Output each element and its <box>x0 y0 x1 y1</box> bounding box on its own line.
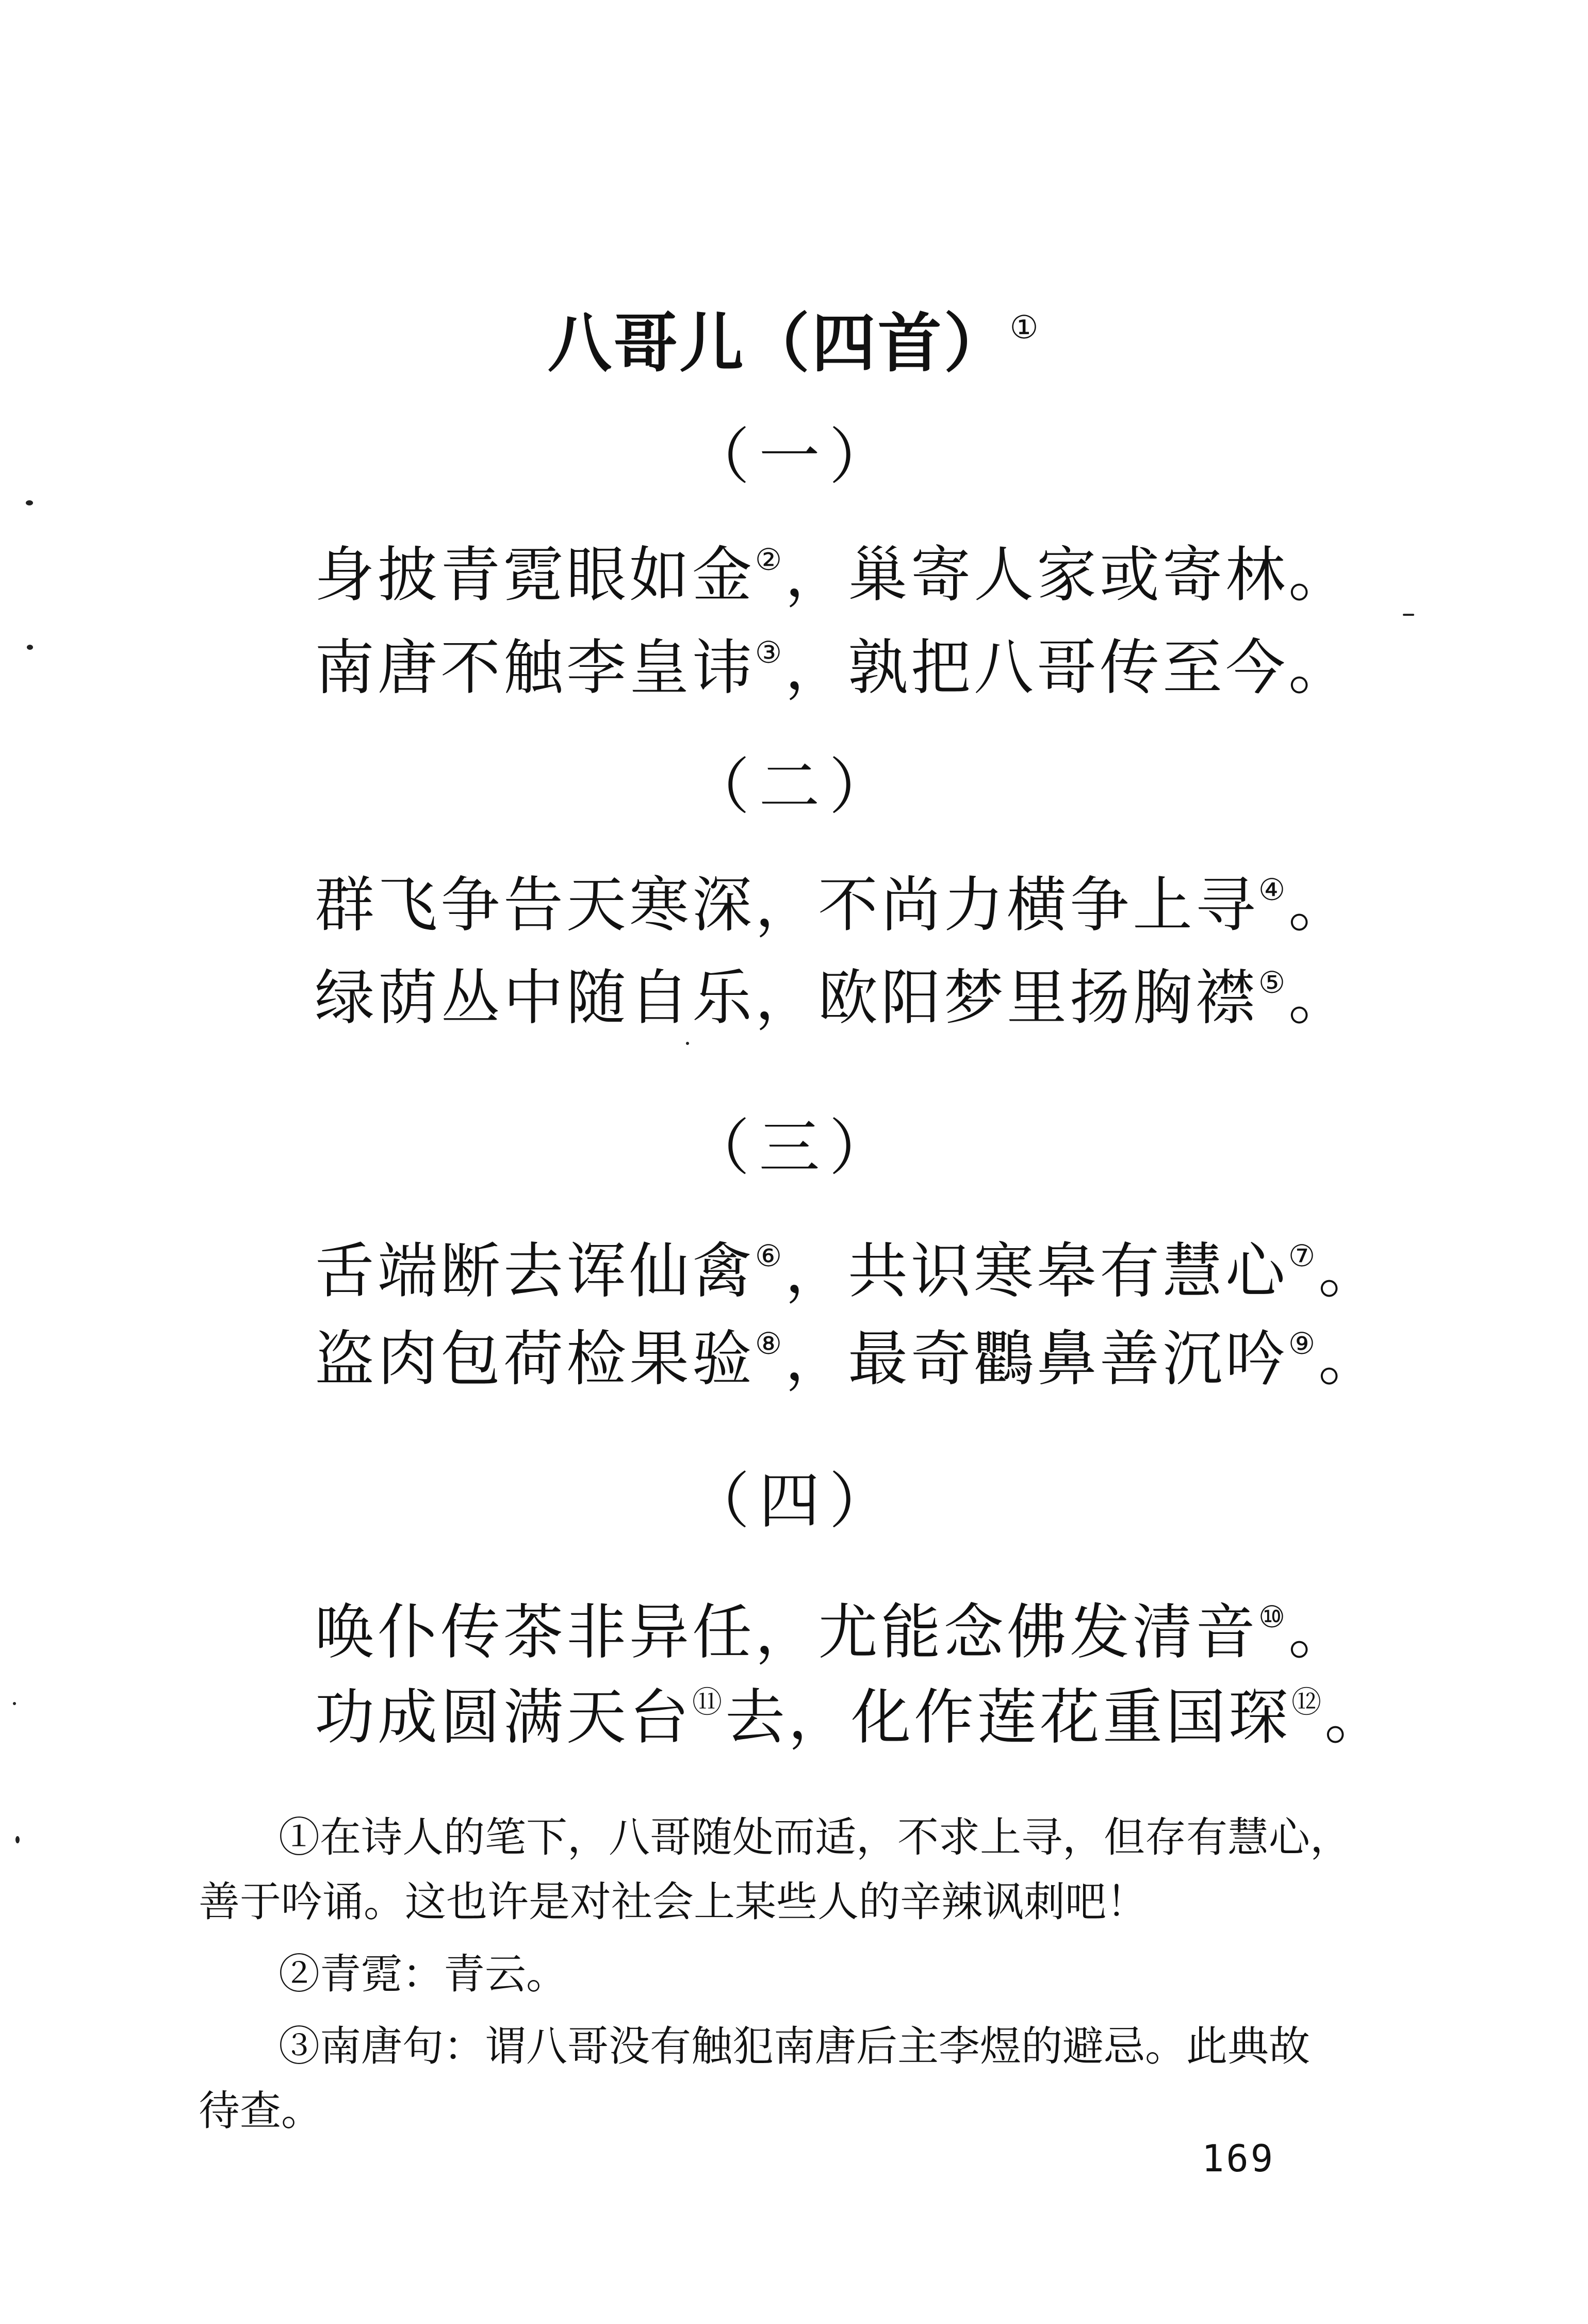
poem-line <box>315 521 1351 614</box>
footnote-1 <box>199 1805 1385 1934</box>
footnote-marker: ③ <box>755 635 785 670</box>
scan-speck <box>15 1836 20 1843</box>
line-text: 盗肉包荷检果验 <box>315 1324 755 1394</box>
line-text: 功成圆满天台 <box>315 1682 692 1753</box>
poem-line <box>315 1578 1351 1671</box>
poem-line <box>315 1305 1381 1398</box>
section-heading-3: （三） <box>689 1112 899 1183</box>
section-heading-2: （二） <box>689 751 899 822</box>
footnote-text: ③南唐句：谓八哥没有触犯南唐后主李煜的避忌。此典故 <box>279 2022 1310 2070</box>
line-text: ，巢寄人家或寄林。 <box>785 540 1351 610</box>
footnote-text: 善于吟诵。这也许是对社会上某些人的辛辣讽刺吧！ <box>199 1878 1148 1926</box>
line-text: 舌端断去诨仙禽 <box>315 1236 755 1306</box>
footnote-3 <box>199 2014 1385 2143</box>
footnote-text: ②青霓：青云。 <box>279 1950 567 1998</box>
footnote-marker: ⑫ <box>1291 1684 1325 1720</box>
poem-title <box>0 289 1588 383</box>
line-text: 。 <box>1288 870 1351 940</box>
title-footnote-marker: ① <box>1009 308 1041 346</box>
footnote-marker: ⑤ <box>1258 965 1288 1000</box>
scan-speck <box>27 645 33 650</box>
footnote-marker: ⑪ <box>692 1684 726 1720</box>
line-text: 群飞争告天寒深，不尚力横争上寻 <box>315 870 1258 940</box>
footnote-marker: ⑦ <box>1288 1238 1318 1273</box>
scan-speck <box>13 1702 16 1705</box>
footnote-marker: ⑩ <box>1258 1599 1288 1634</box>
poem-line <box>315 614 1351 707</box>
line-text: ，孰把八哥传至今。 <box>785 633 1351 703</box>
line-text: 。 <box>1318 1324 1381 1394</box>
footnote-marker: ⑥ <box>755 1238 785 1273</box>
footnote-marker: ⑨ <box>1288 1326 1318 1361</box>
footnote-marker: ⑧ <box>755 1326 785 1361</box>
line-text: ，共识寒皋有慧心 <box>785 1236 1288 1306</box>
footnote-marker: ④ <box>1258 872 1288 907</box>
poem-line <box>315 1217 1381 1310</box>
line-text: 唤仆传茶非异任，尤能念佛发清音 <box>315 1597 1258 1667</box>
line-text: 。 <box>1318 1236 1381 1306</box>
section-heading-1: （一） <box>689 421 899 492</box>
line-text: 绿荫丛中随自乐，欧阳梦里扬胸襟 <box>315 963 1258 1033</box>
line-text: 。 <box>1324 1682 1388 1753</box>
poem-line <box>315 1663 1388 1756</box>
line-text: 。 <box>1288 1597 1351 1667</box>
line-text: 去，化作莲花重国琛 <box>725 1682 1292 1753</box>
footnote-text: 待查。 <box>199 2087 322 2135</box>
line-text: 。 <box>1288 963 1351 1033</box>
scan-speck <box>1403 614 1414 616</box>
line-text: 身披青霓眼如金 <box>315 540 755 610</box>
line-text: ，最奇鸜鼻善沉吟 <box>785 1324 1288 1394</box>
footnote-2 <box>199 1942 1385 2006</box>
page-number: 169 <box>1202 2137 1275 2180</box>
scan-speck <box>686 1042 689 1045</box>
scan-speck <box>26 500 33 505</box>
line-text: 南唐不触李皇讳 <box>315 633 755 703</box>
title-text: 八哥儿（四首） <box>547 306 1010 381</box>
poem-line <box>315 851 1351 944</box>
footnote-marker: ② <box>755 542 785 577</box>
section-heading-4: （四） <box>689 1465 899 1536</box>
poem-line <box>315 944 1351 1037</box>
footnote-text: ①在诗人的笔下，八哥随处而适，不求上寻，但存有慧心， <box>279 1813 1351 1861</box>
